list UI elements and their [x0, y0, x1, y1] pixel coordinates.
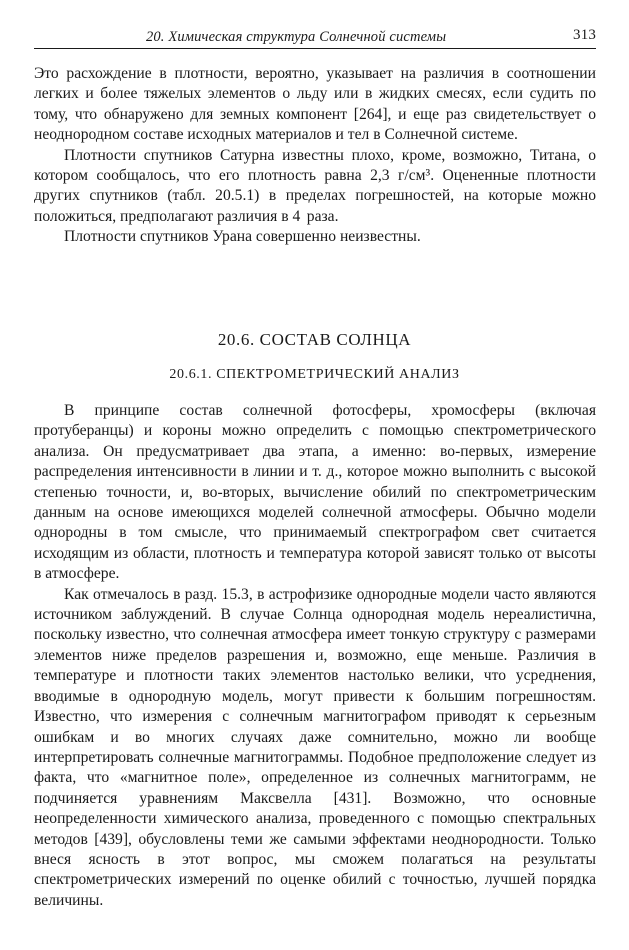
section-20-6-1-body: [34, 401, 596, 911]
page-number: 313: [573, 27, 596, 43]
paragraph-density-discrepancy: Это расхождение в плотности, вероятно, указывает на различия в соотношении легких и более тяжелых элементов о льду или в жидких смесях, если судить по тому, что обнаружено для земных компонент [264], и еще раз свидетельствует о неоднородном составе исходных материалов и тел в Солнечной системе.: [34, 65, 596, 144]
paragraph-uranus-satellites: Плотности спутников Урана совершенно неизвестны.: [64, 228, 421, 246]
saturn-emphasized-number: 4: [292, 207, 303, 225]
running-title: 20. Химическая структура Солнечной системы: [146, 29, 447, 45]
section-heading: 20.6. СОСТАВ СОЛНЦА: [217, 330, 412, 349]
subsection-heading: 20.6.1. СПЕКТРОМЕТРИЧЕСКИЙ АНАЛИЗ: [169, 367, 460, 382]
paragraph-homogeneous-models: Как отмечалось в разд. 15.3, в астрофизике однородные модели часто являются источником заблуждений. В случае Солнца однородная модель нереалистична, поскольку известно, что солнечная атмосфера имеет тонкую структуру с размерами элементов ниже пределов разрешения и, возможно, еще меньше. Различия в температуре и плотности таких элементов настолько велики, что усреднения, вводимые в однородную модель, могут привести к большим погрешностям. Известно, что измерения с солнечным магнитографом приводят к серьезным ошибкам и во многих случаях даже сомнительно, можно ли вообще интерпретировать солнечные магнитограммы. Подобное предположение следует из факта, что «магнитное поле», определенное из солнечных магнитограмм, не подчиняется уравнениям Максвелла [431]. Возможно, что основные неопределенности химического анализа, проведенного с помощью спектральных методов [439], обусловлены теми же самыми эффектами неоднородности. Только внеся ясность в этот вопрос, мы сможем полагаться на результаты спектрометрических измерений по оценке обилий с точностью, лучшей порядка величины.: [34, 585, 596, 909]
section-20-5-continuation: [34, 64, 596, 248]
saturn-text-end: раза.: [302, 207, 339, 225]
paragraph-saturn-satellites: [34, 146, 596, 228]
running-head: [34, 28, 596, 49]
paragraph-spectrometric-analysis: В принципе состав солнечной фотосферы, хромосферы (включая протуберанцы) и короны можно определить с помощью спектрометрического анализа. Он предусматривает два этапа, а именно: во-первых, измерение распределения интенсивности в линии и т. д., которое можно выполнить с высокой степенью точности, и, во-вторых, вычисление обилий по спектрометрическим данным на основе имеющихся моделей солнечной атмосферы. Обычно модели однородны в том смысле, что принимаемый спектрографом свет считается исходящим из области, плотность и температура которой зависят только от высоты в атмосфере.: [34, 402, 596, 583]
saturn-text-start: Плотности спутников Сатурна известны плохо, кроме, возможно, Титана, о котором сообщалось, что его плотность равна 2,3 г/см³. Оцененные плотности других спутников (табл. 20.5.1) в пределах погрешностей, на которые можно положиться, предполагают различия в: [34, 146, 596, 225]
